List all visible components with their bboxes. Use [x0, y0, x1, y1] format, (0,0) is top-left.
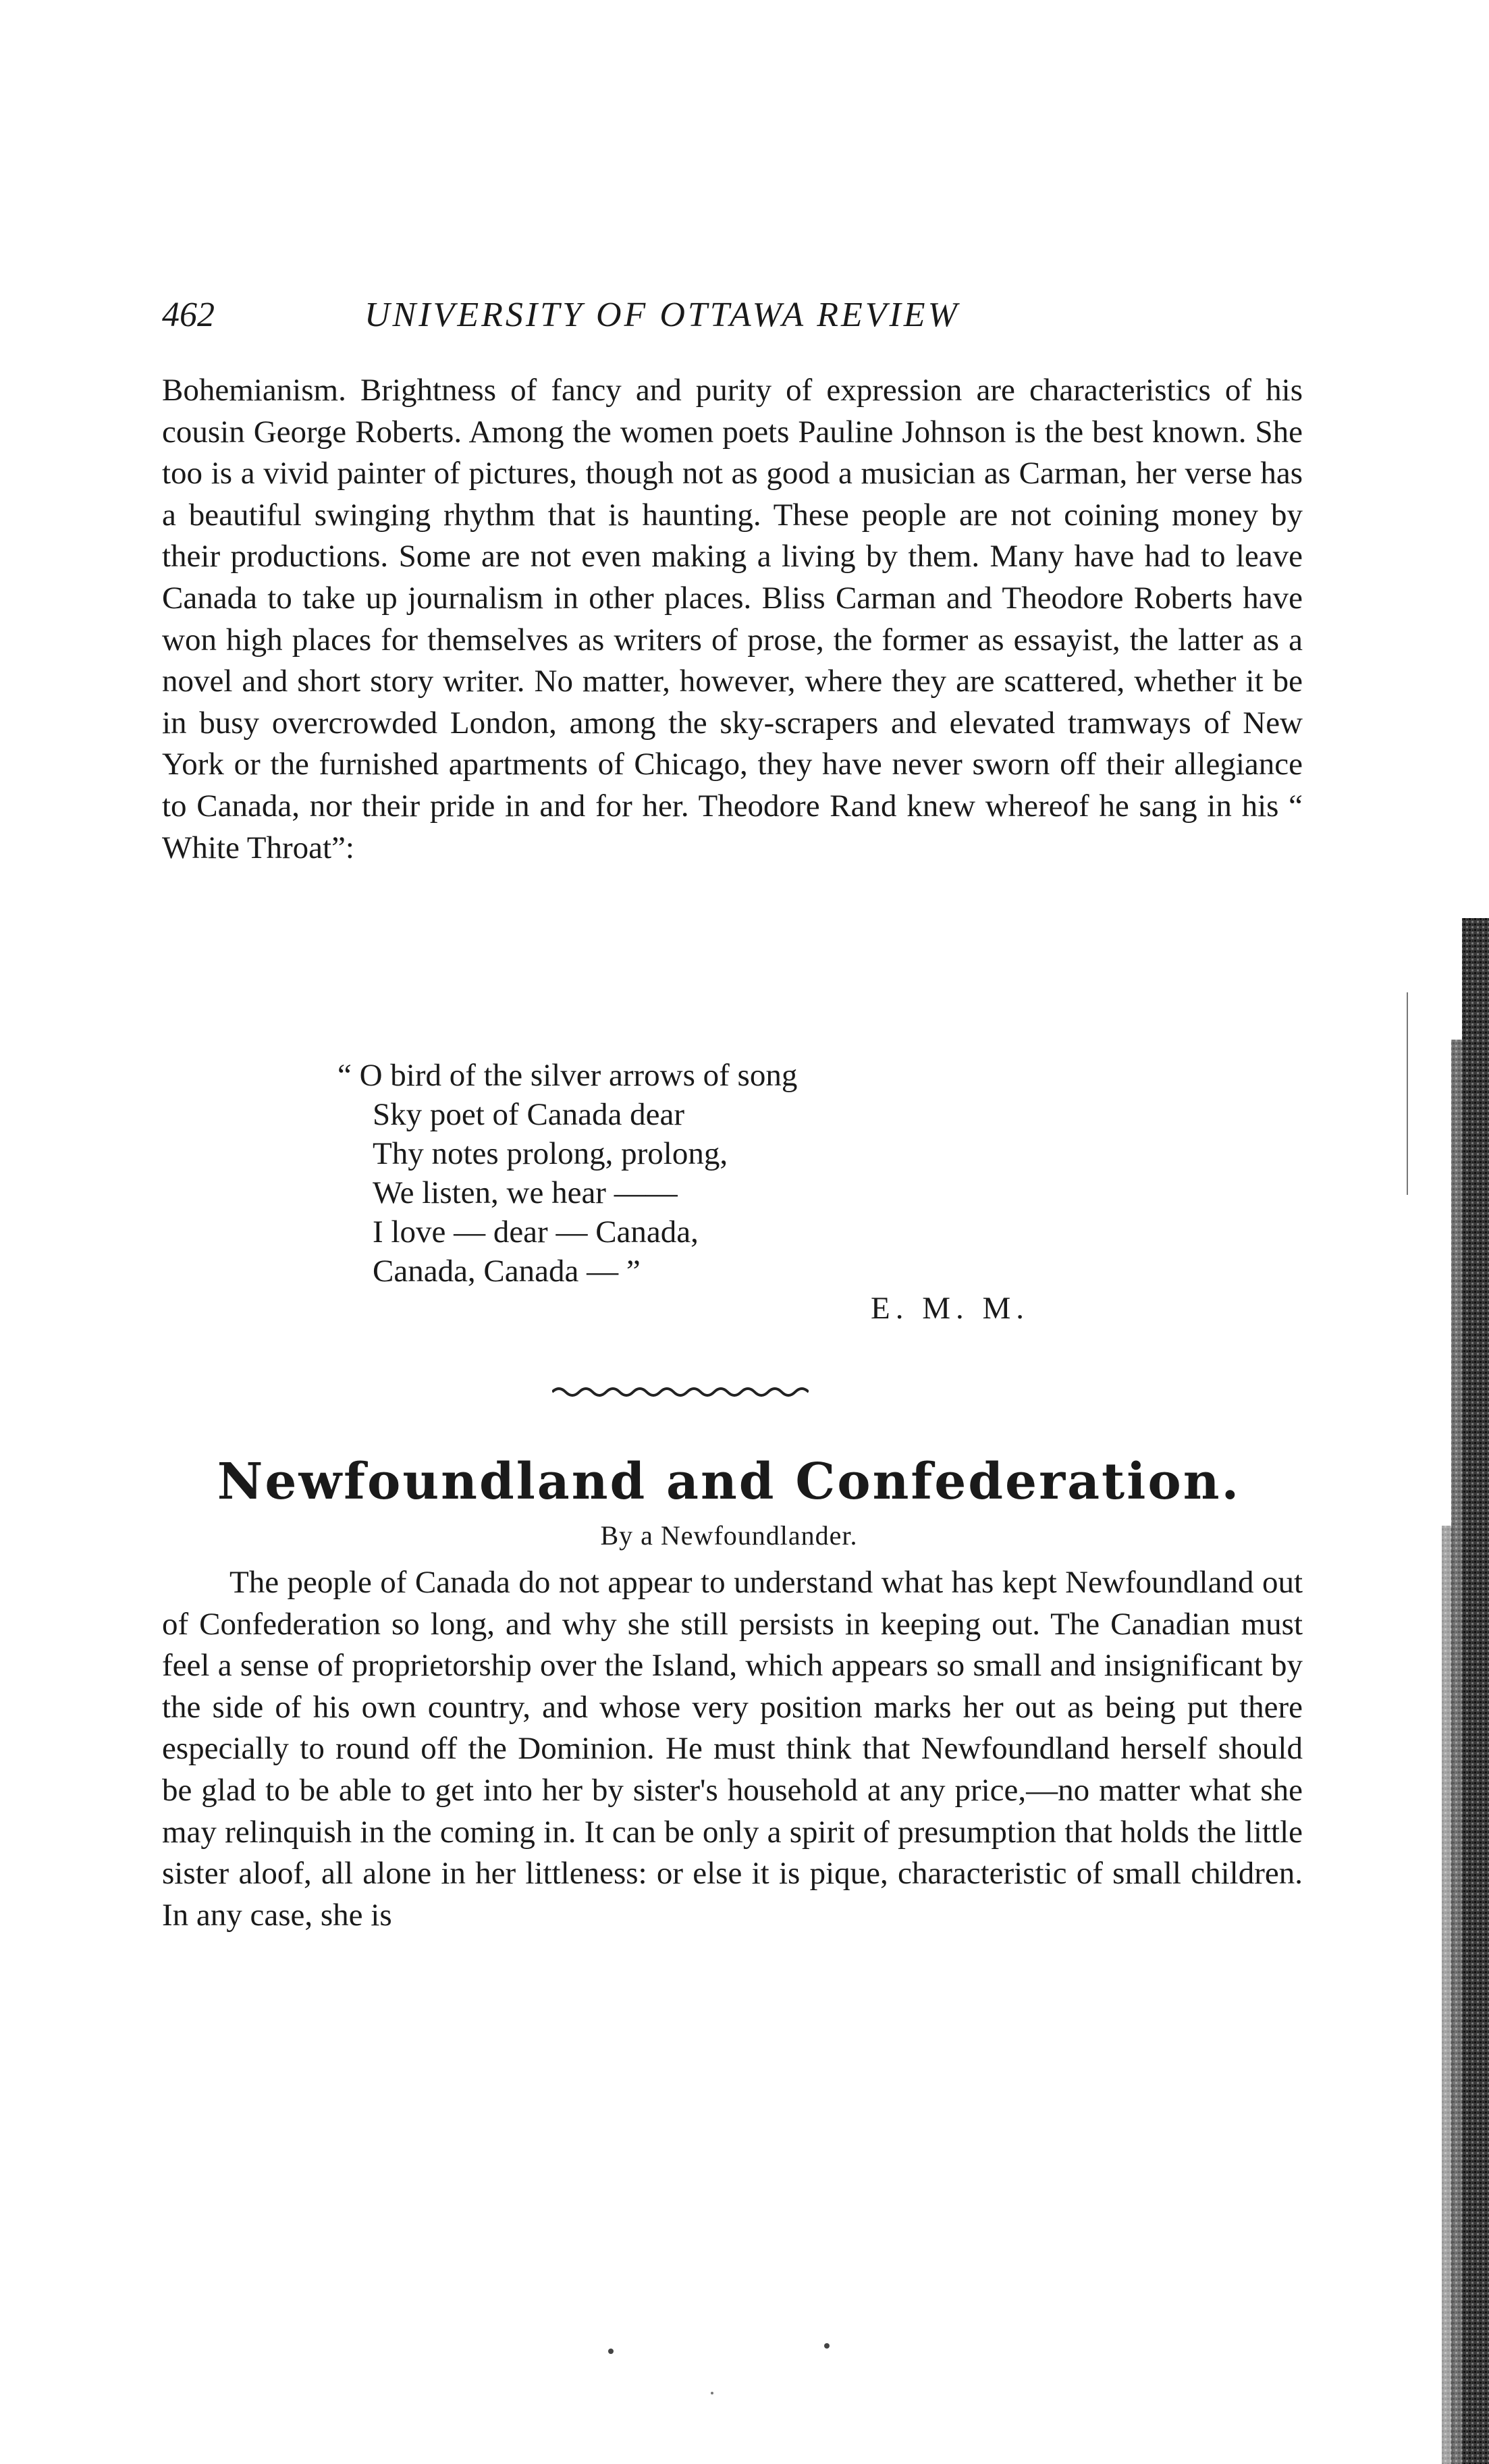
body-paragraph-continued: Bohemianism. Brightness of fancy and purity of expression are characteristics of his cousin George Roberts. Among the women poets Pauline Johnson is the best known. She too is a vivid painter of pictures, though not as good a musician as Carman, her verse has a beautiful swinging rhythm that is haunting. These people are not coining money by their productions. Some are not even making a living by them. Many have had to leave Canada to take up journalism in other places. Bliss Carman and Theodore Roberts have won high places for themselves as writers of prose, the former as essayist, the latter as a novel and short story writer. No matter, however, where they are scattered, whether it be in busy overcrowded London, among the sky-scrapers and elevated tramways of New York or the furnished apartments of Chicago, they have never sworn off their allegiance to Canada, nor their pride in and for her. Theodore Rand knew whereof he sang in his “ White Throat”: — [162, 373, 1303, 865]
author-initials: E. M. M. — [871, 1291, 1030, 1326]
article-byline: By a Newfoundlander. — [600, 1520, 858, 1551]
page-number: 462 — [162, 296, 215, 334]
article-title: Newfoundland and Confederation. — [217, 1453, 1241, 1511]
running-head — [162, 292, 1215, 339]
article-paragraph: The people of Canada do not appear to understand what has kept Newfoundland out of Confederation so long, and why she still persists in keeping out. The Canadian must feel a sense of proprietorship over the Island, which appears so small and insignificant by the side of his own country, and whose very position marks her out as being put there especially to round off the Dominion. He must think that Newfoundland herself should be glad to be able to get into her by sister's household at any price,—no matter what she may relinquish in the coming in. It can be only a spirit of presumption that holds the little sister aloof, all alone in her littleness: or else it is pique, characteristic of small children. In any case, she is — [162, 1565, 1303, 1933]
margin-rule — [1407, 992, 1408, 1195]
poem-line: Thy notes prolong, prolong, — [373, 1136, 728, 1171]
page-edge-shadow — [1442, 918, 1489, 2464]
journal-title: UNIVERSITY OF OTTAWA REVIEW — [364, 296, 960, 334]
poem-line: Sky poet of Canada dear — [373, 1097, 685, 1132]
poem-line: “ O bird of the silver arrows of song — [337, 1058, 798, 1093]
wavy-rule-ornament-icon — [552, 1384, 809, 1400]
poem-line: We listen, we hear —— — [373, 1175, 678, 1210]
poem-line: I love — dear — Canada, — [373, 1214, 699, 1250]
poem-line: Canada, Canada — ” — [373, 1254, 641, 1289]
poem-quotation — [337, 1056, 797, 1291]
